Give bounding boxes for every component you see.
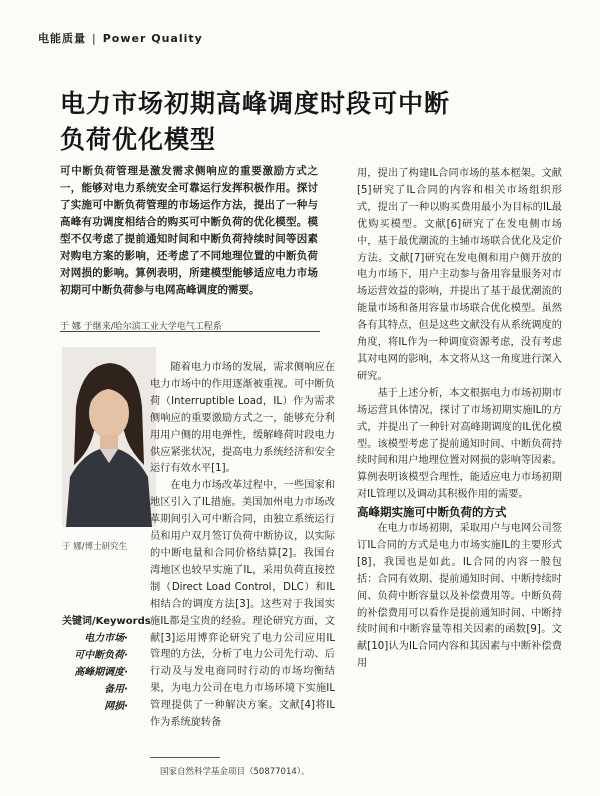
author-portrait-icon [62, 347, 156, 527]
keyword: 备用· [104, 684, 128, 695]
header-cn: 电能质量 [38, 32, 86, 45]
header-en: Power Quality [102, 32, 203, 45]
divider [60, 331, 320, 332]
author-affiliation: 于 娜 于继来/哈尔滨工业大学电气工程系 [60, 322, 222, 332]
paragraph: 在电力市场初期，采取用户与电网公司签订IL合同的方式是电力市场实施IL的主要形式[8]，我国也是如此。IL合同的内容一般包括：合同有效期、提前通知时间、中断持续时间、负荷中断容量以及补偿费用等。中断负荷的补偿费用可以看作是提前通知时间、中断持续时间和中断容量等相关因素的函数[9]。文献[10]认为IL合同内容和其因素与中断补偿费用 [357, 523, 562, 670]
keywords-title: 关键词/Keywords [62, 616, 151, 627]
body-column-right [357, 166, 562, 673]
abstract: 可中断负荷管理是激发需求侧响应的重要激励方式之一，能够对电力系统安全可靠运行发挥积极作用。探讨了实施可中断负荷管理的市场运作方法，提出了一种与高峰有功调度相结合的购买可中断负荷的优化模型。模型不仅考虑了提前通知时间和中断负荷持续时间等因素对购电方案的影响，还考虑了不同地理位置的中断负荷对网损的影响。算例表明，所建模型能够适应电力市场初期可中断负荷参与电网高峰调度的需要。 [60, 165, 318, 296]
keyword: 高峰期调度· [74, 667, 128, 678]
author-photo [62, 347, 156, 527]
keyword: 网损· [104, 701, 128, 712]
journal-header [38, 30, 203, 46]
paragraph: 随着电力市场的发展，需求侧响应在电力市场中的作用逐渐被重视。可中断负荷（Interruptible Load，IL）作为需求侧响应的重要激励方式之一，能够充分利用用户侧的用电弹性，缓解峰荷时段电力供应紧张状况，提高电力系统经济和安全运行有效水平[1]。 [150, 362, 335, 475]
keyword: 电力市场· [84, 633, 128, 644]
footnote-rule [150, 757, 220, 758]
article-title [60, 86, 450, 158]
keyword: 可中断负荷· [74, 650, 128, 661]
paragraph: 用，提出了构建IL合同市场的基本框架。文献[5]研究了IL合同的内容和相关市场组织形式，提出了一种以购买费用最小为目标的IL最优购买模型。文献[6]研究了在发电侧市场中，基于最优潮流的主辅市场联合优化及定价方法。文献[7]研究在发电侧和用户侧开放的电力市场下，用户主动参与备用容量服务对市场运营效益的影响，并提出了基于最优潮流的能量市场和备用容量市场联合优化模型。虽然各有其特点，但是这些文献没有从系统调度的角度，将IL作为一种调度资源考虑，没有考虑其对电网的影响，本文将从这一角度进行深入研究。 [357, 168, 562, 382]
paragraph: 基于上述分析，本文根据电力市场初期市场运营具体情况，探讨了市场初期实施IL的方式，并提出了一种针对高峰期调度的IL优化模型。该模型考虑了提前通知时间、中断负荷持续时间和用户地理位置对网损的影响等因素。算例表明该模型合理性，能适应电力市场初期对IL管理以及调动其积极作用的需要。 [357, 387, 562, 501]
photo-caption: 于 娜/博士研究生 [62, 542, 128, 552]
title-line-2: 负荷优化模型 [60, 125, 217, 154]
paragraph: 在电力市场改革过程中，一些国家和地区引入了IL措施。美国加州电力市场改革期间引入可中断合同，由独立系统运行员和用户双月签订负荷中断协议，以实际的中断电量和合同价格结算[2]。我国台湾地区也较早实施了IL，采用负荷直接控制（Direct Load Control，DLC）和IL相结合的调度方法[3]。这些对于我国实施IL都是宝贵的经验。理论研究方面，文献[3]运用博弈论研究了电力公司应用IL管理的方法，分析了电力公司先行动、后行动及与发电商同时行动的市场均衡结果，为电力公司在电力市场环境下实施IL管理提供了一种解决方案。文献[4]将IL作为系统旋转备 [150, 480, 335, 729]
title-line-1: 电力市场初期高峰调度时段可中断 [60, 89, 451, 118]
section-heading: 高峰期实施可中断负荷的方式 [357, 505, 507, 520]
body-column-middle [150, 360, 335, 732]
header-separator: | [92, 32, 97, 45]
keywords-list [62, 630, 128, 715]
funding-footnote: 国家自然科学基金项目（50877014）。 [160, 767, 310, 777]
